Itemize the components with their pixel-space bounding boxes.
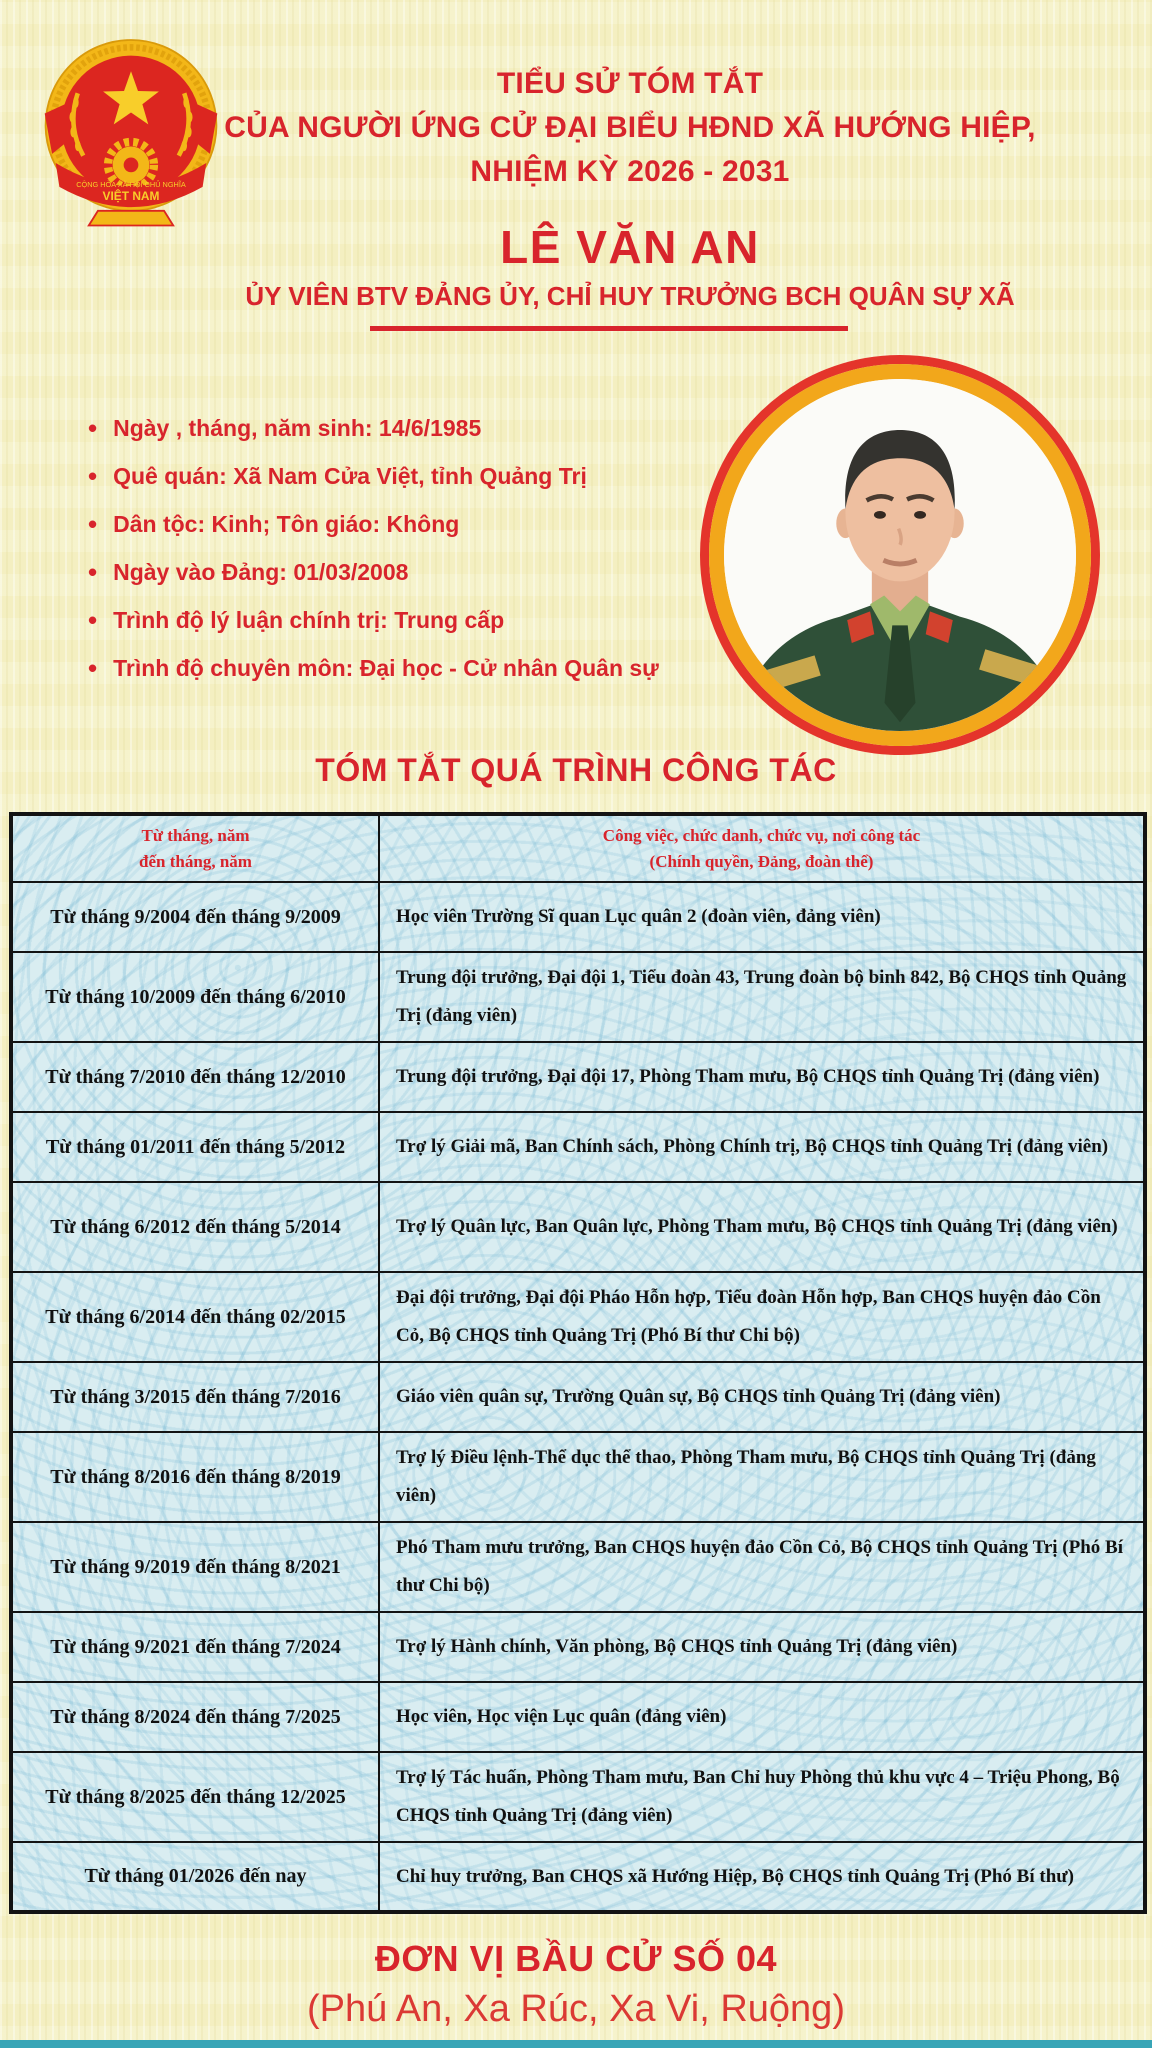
career-row [11,1612,1145,1682]
position-cell: Trợ lý Quân lực, Ban Quân lực, Phòng Tham mưu, Bộ CHQS tỉnh Quảng Trị (đảng viên) [379,1182,1145,1272]
career-row [11,1682,1145,1752]
period-cell: Từ tháng 9/2021 đến tháng 7/2024 [11,1612,379,1682]
period-header-line2: đến tháng, năm [139,851,252,871]
personal-info-item: • Ngày , tháng, năm sinh: 14/6/1985 [88,410,728,444]
page-title-line3: NHIỆM KỲ 2026 - 2031 [470,155,790,188]
career-table-body [11,882,1145,1912]
period-cell: Từ tháng 3/2015 đến tháng 7/2016 [11,1362,379,1432]
position-cell: Đại đội trưởng, Đại đội Pháo Hỗn hợp, Tiểu đoàn Hỗn hợp, Ban CHQS huyện đảo Cồn Cỏ, Bộ CHQS tỉnh Quảng Trị (Phó Bí thư Chi bộ) [379,1272,1145,1362]
electoral-unit-subtitle: (Phú An, Xa Rúc, Xa Vi, Ruộng) [307,1988,845,2030]
emblem-motto-text: CỘNG HÒA XÃ HỘI CHỦ NGHĨA [76,179,186,189]
career-row [11,1182,1145,1272]
position-cell: Phó Tham mưu trưởng, Ban CHQS huyện đảo Cồn Cỏ, Bộ CHQS tỉnh Quảng Trị (Phó Bí thư Chi bộ) [379,1522,1145,1612]
period-cell: Từ tháng 10/2009 đến tháng 6/2010 [11,952,379,1042]
personal-info-item: • Trình độ lý luận chính trị: Trung cấp [88,602,728,636]
career-row [11,1842,1145,1912]
position-cell: Trợ lý Điều lệnh-Thể dục thể thao, Phòng Tham mưu, Bộ CHQS tỉnh Quảng Trị (đảng viên) [379,1432,1145,1522]
period-header-cell [11,814,379,882]
personal-info-item: • Trình độ chuyên môn: Đại học - Cử nhân Quân sự [88,650,728,684]
position-cell: Học viên Trường Sĩ quan Lục quân 2 (đoàn viên, đảng viên) [379,882,1145,952]
emblem-banner-text: VIỆT NAM [102,188,160,203]
candidate-name: LÊ VĂN AN [500,221,760,273]
period-cell: Từ tháng 01/2026 đến nay [11,1842,379,1912]
electoral-unit-title: ĐƠN VỊ BẦU CỬ SỐ 04 [374,1938,778,1979]
career-row [11,1522,1145,1612]
period-cell: Từ tháng 01/2011 đến tháng 5/2012 [11,1112,379,1182]
career-row [11,882,1145,952]
candidate-title: ỦY VIÊN BTV ĐẢNG ỦY, CHỈ HUY TRƯỞNG BCH QUÂN SỰ XÃ [245,281,1015,311]
period-cell: Từ tháng 7/2010 đến tháng 12/2010 [11,1042,379,1112]
period-cell: Từ tháng 8/2024 đến tháng 7/2025 [11,1682,379,1752]
period-cell: Từ tháng 8/2025 đến tháng 12/2025 [11,1752,379,1842]
portrait-illustration [724,379,1076,731]
personal-info-item: • Ngày vào Đảng: 01/03/2008 [88,554,728,588]
period-cell: Từ tháng 6/2014 đến tháng 02/2015 [11,1272,379,1362]
position-header-cell [379,814,1145,882]
position-cell: Học viên, Học viện Lục quân (đảng viên) [379,1682,1145,1752]
position-cell: Trung đội trưởng, Đại đội 17, Phòng Tham mưu, Bộ CHQS tỉnh Quảng Trị (đảng viên) [379,1042,1145,1112]
career-table [9,812,1147,1914]
career-row [11,1042,1145,1112]
period-cell: Từ tháng 8/2016 đến tháng 8/2019 [11,1432,379,1522]
period-cell: Từ tháng 9/2019 đến tháng 8/2021 [11,1522,379,1612]
period-cell: Từ tháng 6/2012 đến tháng 5/2014 [11,1182,379,1272]
page-title-line1: TIỂU SỬ TÓM TẮT [496,67,764,100]
period-cell: Từ tháng 9/2004 đến tháng 9/2009 [11,882,379,952]
position-cell: Chỉ huy trưởng, Ban CHQS xã Hướng Hiệp, Bộ CHQS tỉnh Quảng Trị (Phó Bí thư) [379,1842,1145,1912]
career-row [11,1112,1145,1182]
candidate-photo-inner [709,364,1091,746]
period-header-line1: Từ tháng, năm [141,825,250,845]
career-row [11,1362,1145,1432]
bottom-strip [0,2040,1152,2048]
red-divider-line [370,326,848,331]
position-cell: Trợ lý Tác huấn, Phòng Tham mưu, Ban Chỉ huy Phòng thủ khu vực 4 – Triệu Phong, Bộ CHQS tỉnh Quảng Trị (đảng viên) [379,1752,1145,1842]
career-row [11,1272,1145,1362]
candidate-photo [700,355,1100,755]
position-cell: Trợ lý Giải mã, Ban Chính sách, Phòng Chính trị, Bộ CHQS tỉnh Quảng Trị (đảng viên) [379,1112,1145,1182]
career-row [11,952,1145,1042]
personal-info-item: • Dân tộc: Kinh; Tôn giáo: Không [88,506,728,540]
career-row [11,1432,1145,1522]
position-header-line1: Công việc, chức danh, chức vụ, nơi công tác [602,825,921,845]
career-section-title: TÓM TẮT QUÁ TRÌNH CÔNG TÁC [315,752,837,788]
position-cell: Giáo viên quân sự, Trường Quân sự, Bộ CHQS tỉnh Quảng Trị (đảng viên) [379,1362,1145,1432]
personal-info-list [88,410,728,698]
personal-info-item: • Quê quán: Xã Nam Cửa Việt, tỉnh Quảng Trị [88,458,728,492]
header-title-block [130,62,1130,194]
position-header-line2: (Chính quyền, Đảng, đoàn thể) [649,851,874,871]
page-title-line2: CỦA NGƯỜI ỨNG CỬ ĐẠI BIỂU HĐND XÃ HƯỚNG HIỆP, [224,111,1036,144]
career-table-header-row [11,814,1145,882]
position-cell: Trợ lý Hành chính, Văn phòng, Bộ CHQS tỉnh Quảng Trị (đảng viên) [379,1612,1145,1682]
position-cell: Trung đội trưởng, Đại đội 1, Tiểu đoàn 43, Trung đoàn bộ binh 842, Bộ CHQS tỉnh Quảng Trị (đảng viên) [379,952,1145,1042]
career-row [11,1752,1145,1842]
